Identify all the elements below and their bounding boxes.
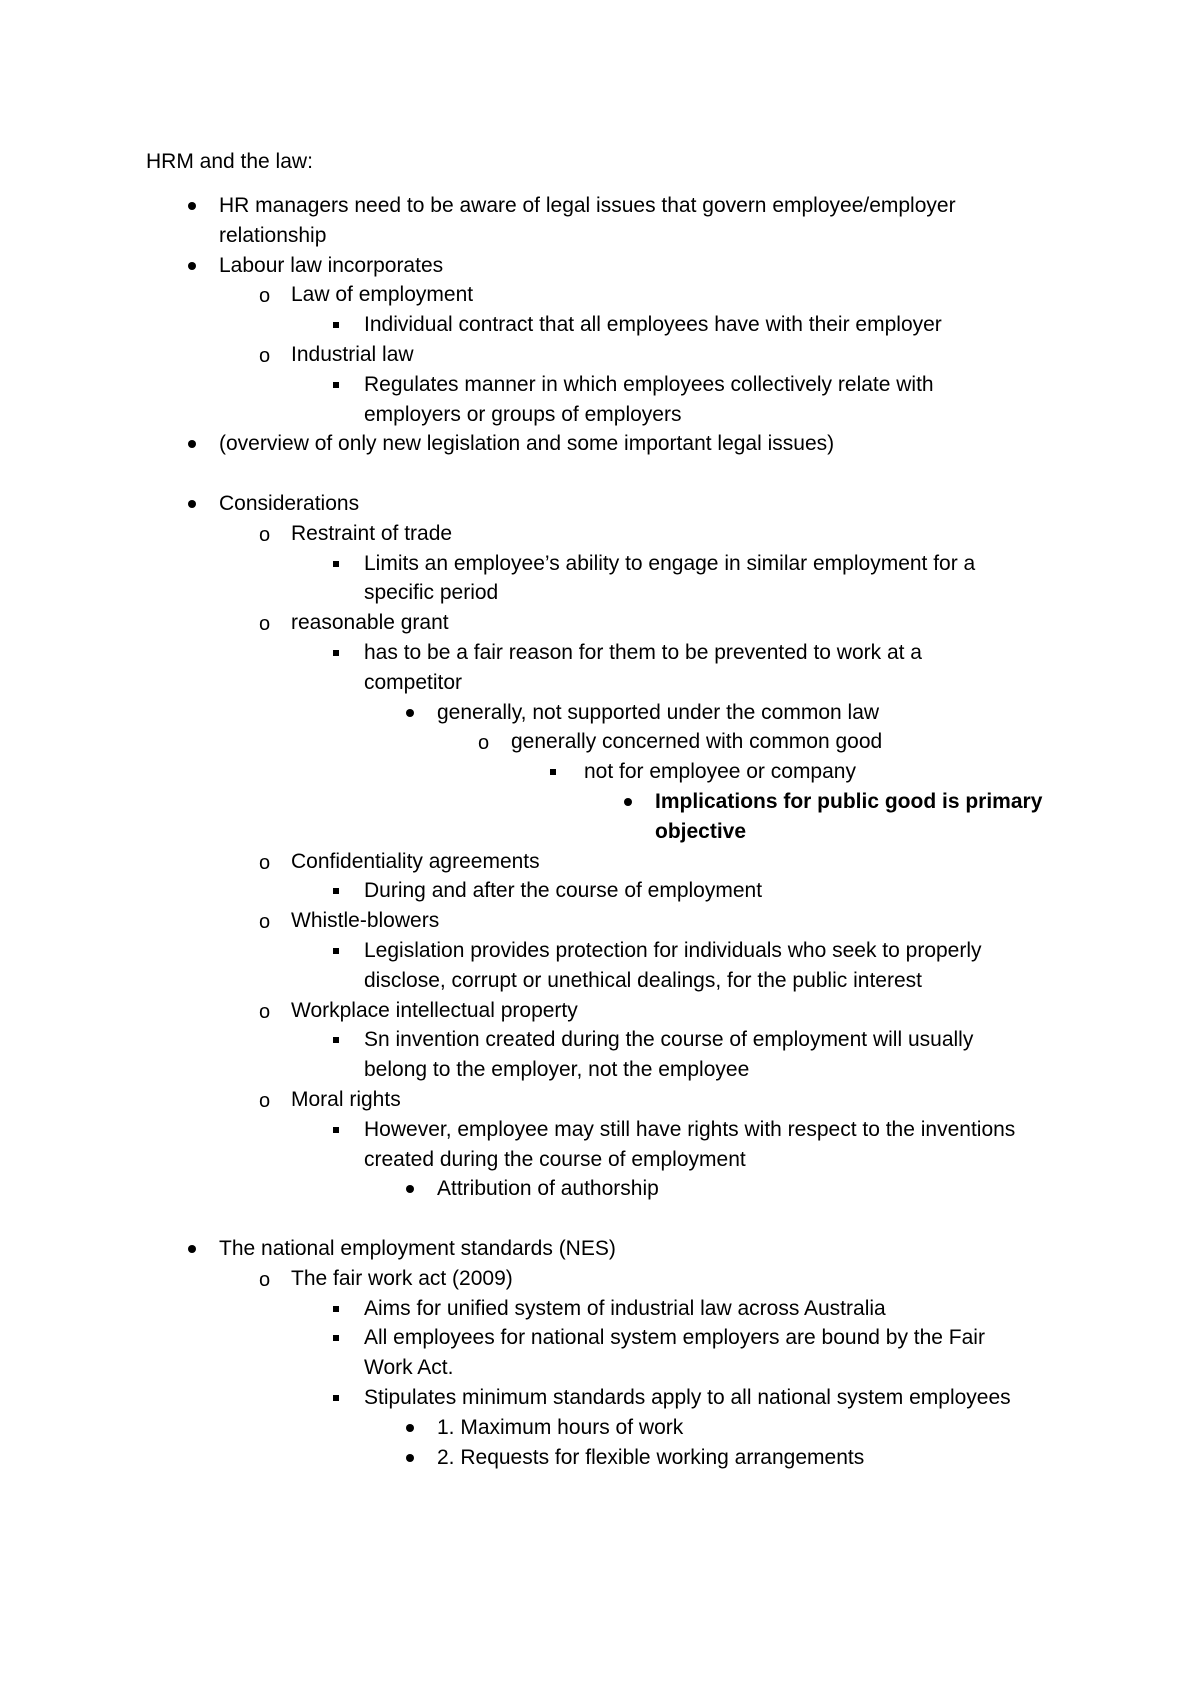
list-bullet-icon [333, 1295, 339, 1325]
list-bullet-icon: o [259, 911, 271, 934]
list-item-text: Limits an employee’s ability to engage in similar employment for a [364, 551, 976, 575]
list-item-text: Labour law incorporates [219, 253, 444, 277]
list-bullet-icon [624, 788, 632, 818]
list-item-text: Individual contract that all employees have with their employer [364, 313, 942, 337]
list-item-text: Work Act. [364, 1356, 454, 1380]
list-bullet-icon [333, 639, 339, 669]
list-bullet-icon [188, 192, 196, 222]
list-bullet-icon: o [259, 1000, 271, 1023]
list-item-text: Legislation provides protection for individuals who seek to properly [364, 939, 982, 962]
list-bullet-icon [406, 1414, 414, 1444]
list-bullet-icon: o [259, 285, 271, 308]
list-item-text: HR managers need to be aware of legal issues that govern employee/employer [219, 194, 956, 217]
list-item-text: Sn invention created during the course of employment will usually [364, 1028, 974, 1052]
list-item-text: generally, not supported under the common law [437, 700, 880, 724]
list-item-text: Regulates manner in which employees collectively relate with [364, 372, 934, 396]
list-item-text: generally concerned with common good [511, 730, 883, 754]
list-bullet-icon [406, 1175, 414, 1205]
list-bullet-icon: o [259, 851, 271, 874]
list-item-text: reasonable grant [291, 611, 449, 635]
list-item-text: (overview of only new legislation and some important legal issues) [219, 432, 835, 456]
list-item-text: not for employee or company [584, 760, 856, 784]
list-item-text: Restraint of trade [291, 521, 453, 545]
list-item-text: employers or groups of employers [364, 402, 682, 426]
list-item-text: Aims for unified system of industrial law across Australia [364, 1296, 886, 1320]
list-item-text: Whistle-blowers [291, 909, 440, 933]
list-bullet-icon [333, 550, 339, 580]
list-item-text: All employees for national system employers are bound by the Fair [364, 1326, 985, 1350]
list-bullet-icon [333, 1324, 339, 1354]
list-item-text: has to be a fair reason for them to be prevented to work at a [364, 641, 922, 664]
list-bullet-icon [406, 699, 414, 729]
list-item-text: 2. Requests for flexible working arrangements [437, 1445, 865, 1469]
list-item-text: Implications for public good is primary [655, 790, 1043, 813]
list-bullet-icon: o [259, 1268, 271, 1291]
document-title: HRM and the law: [146, 150, 313, 173]
list-item-text: created during the course of employment [364, 1147, 746, 1171]
list-item-text: objective [655, 819, 747, 843]
list-item-text: Attribution of authorship [437, 1177, 659, 1201]
list-bullet-icon: o [259, 1090, 271, 1112]
list-item-text: relationship [219, 223, 327, 247]
list-bullet-icon [188, 1235, 196, 1265]
list-item-text: Industrial law [291, 343, 414, 366]
list-item-text: 1. Maximum hours of work [437, 1415, 684, 1439]
list-bullet-icon [333, 877, 339, 907]
list-item-text: Law of employment [291, 283, 474, 307]
list-item-text: However, employee may still have rights with respect to the inventions [364, 1117, 1016, 1141]
list-bullet-icon: o [259, 345, 271, 367]
list-bullet-icon [406, 1444, 414, 1474]
list-item-text: disclose, corrupt or unethical dealings, for the public interest [364, 968, 922, 992]
list-bullet-icon: o [478, 732, 490, 755]
list-item-text: Considerations [219, 492, 360, 515]
list-item-text: During and after the course of employment [364, 879, 763, 903]
list-bullet-icon [333, 371, 339, 401]
list-bullet-icon [188, 490, 196, 520]
list-item-text: The national employment standards (NES) [219, 1237, 616, 1260]
list-item-text: The fair work act (2009) [291, 1266, 513, 1290]
list-bullet-icon: o [259, 523, 271, 546]
list-bullet-icon [188, 430, 196, 460]
list-bullet-icon [333, 311, 339, 341]
list-bullet-icon [333, 1026, 339, 1056]
list-bullet-icon: o [259, 613, 271, 636]
list-bullet-icon [188, 252, 196, 282]
list-item-text: Moral rights [291, 1088, 401, 1111]
list-bullet-icon [333, 1384, 339, 1414]
list-item-text: Stipulates minimum standards apply to all national system employees [364, 1386, 1011, 1409]
list-item-text: competitor [364, 670, 463, 694]
list-item-text: Workplace intellectual property [291, 998, 578, 1022]
list-bullet-icon [333, 1116, 339, 1146]
list-item-text: belong to the employer, not the employee [364, 1058, 750, 1082]
list-bullet-icon [333, 937, 339, 967]
list-item-text: Confidentiality agreements [291, 849, 540, 873]
list-bullet-icon [550, 758, 556, 788]
list-item-text: specific period [364, 581, 499, 605]
